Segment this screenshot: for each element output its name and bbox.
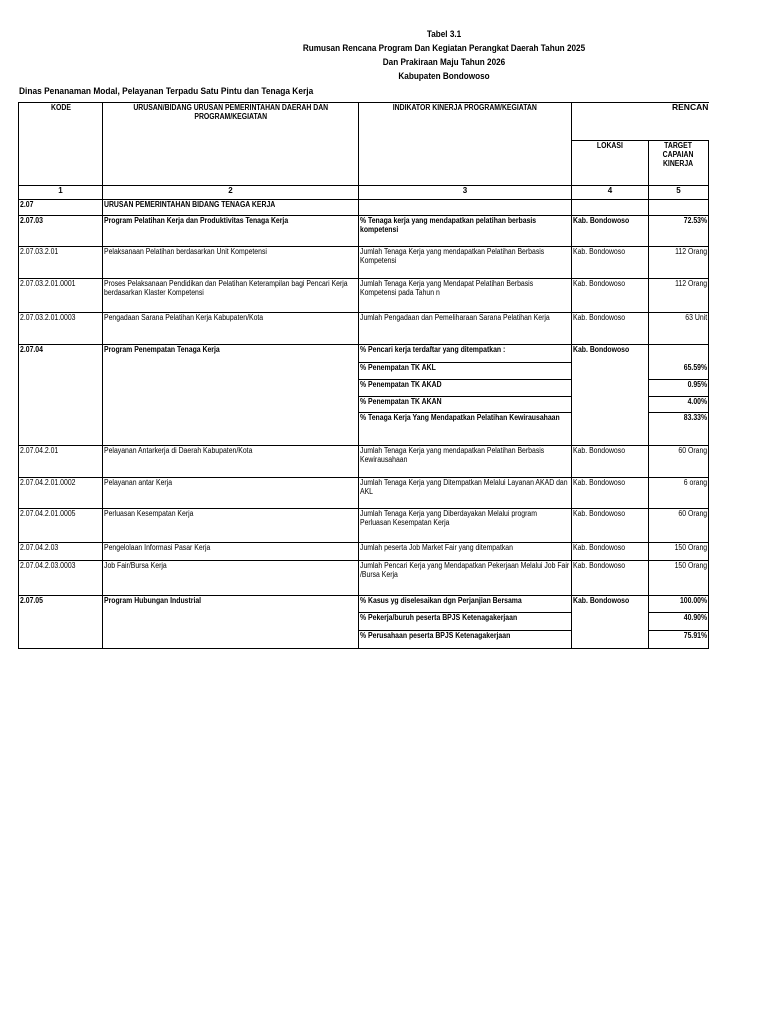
target-cell: 6 orang bbox=[649, 478, 709, 509]
target-cell: 60 Orang bbox=[649, 509, 709, 543]
table-row bbox=[19, 247, 709, 279]
kode-cell: 2.07.04.2.01 bbox=[19, 446, 103, 478]
target-cell: 150 Orang bbox=[649, 543, 709, 561]
kode-cell: 2.07.04.2.03 bbox=[19, 543, 103, 561]
indikator-cell: Jumlah peserta Job Market Fair yang ditempatkan bbox=[359, 543, 572, 561]
indikator-cell: % Penempatan TK AKAN bbox=[359, 397, 572, 413]
target-cell: 40.90% bbox=[649, 613, 709, 631]
target-cell: 72.53% bbox=[649, 216, 709, 247]
target-cell: 112 Orang bbox=[649, 247, 709, 279]
urusan-cell: URUSAN PEMERINTAHAN BIDANG TENAGA KERJA bbox=[103, 200, 359, 216]
agency-name: Dinas Penanaman Modal, Pelayanan Terpadu Satu Pintu dan Tenaga Kerja bbox=[19, 86, 314, 97]
indikator-cell: % Tenaga kerja yang mendapatkan pelatihan berbasis kompetensi bbox=[359, 216, 572, 247]
title-line-4: Kabupaten Bondowoso bbox=[398, 71, 490, 82]
target-cell bbox=[649, 345, 709, 363]
indikator-cell: % Kasus yg diselesaikan dgn Perjanjian Bersama bbox=[359, 596, 572, 613]
urusan-cell: Pelaksanaan Pelatihan berdasarkan Unit Kompetensi bbox=[103, 247, 359, 279]
urusan-cell: Job Fair/Bursa Kerja bbox=[103, 561, 359, 596]
indikator-cell: Jumlah Tenaga Kerja yang mendapatkan Pelatihan Berbasis Kompetensi bbox=[359, 247, 572, 279]
lokasi-cell: Kab. Bondowoso bbox=[572, 509, 649, 543]
lokasi-cell: Kab. Bondowoso bbox=[572, 345, 649, 446]
lokasi-cell: Kab. Bondowoso bbox=[572, 446, 649, 478]
header-lokasi: LOKASI bbox=[572, 141, 649, 186]
indikator-cell: Jumlah Tenaga Kerja yang Mendapat Pelatihan Berbasis Kompetensi pada Tahun n bbox=[359, 279, 572, 313]
table-row bbox=[19, 561, 709, 596]
kode-cell: 2.07.03.2.01 bbox=[19, 247, 103, 279]
lokasi-cell: Kab. Bondowoso bbox=[572, 313, 649, 345]
urusan-cell: Program Pelatihan Kerja dan Produktivitas Tenaga Kerja bbox=[103, 216, 359, 247]
table-row bbox=[19, 509, 709, 543]
indikator-cell: Jumlah Tenaga Kerja yang mendapatkan Pelatihan Berbasis Kewirausahaan bbox=[359, 446, 572, 478]
target-cell: 65.59% bbox=[649, 363, 709, 380]
kode-cell: 2.07.03 bbox=[19, 216, 103, 247]
table-row bbox=[19, 279, 709, 313]
lokasi-cell: Kab. Bondowoso bbox=[572, 478, 649, 509]
header-urusan: URUSAN/BIDANG URUSAN PEMERINTAHAN DAERAH DAN PROGRAM/KEGIATAN bbox=[103, 103, 359, 186]
indikator-cell: % Pencari kerja terdaftar yang ditempatkan : bbox=[359, 345, 572, 363]
lokasi-cell: Kab. Bondowoso bbox=[572, 543, 649, 561]
lokasi-cell: Kab. Bondowoso bbox=[572, 216, 649, 247]
header-kode: KODE bbox=[19, 103, 103, 186]
document-title bbox=[217, 28, 671, 84]
col-number-3: 3 bbox=[359, 186, 572, 200]
kode-cell: 2.07.04.2.01.0002 bbox=[19, 478, 103, 509]
col-number-4: 4 bbox=[572, 186, 649, 200]
urusan-cell: Pengadaan Sarana Pelatihan Kerja Kabupaten/Kota bbox=[103, 313, 359, 345]
title-line-1: Tabel 3.1 bbox=[426, 29, 462, 40]
lokasi-cell: Kab. Bondowoso bbox=[572, 561, 649, 596]
indikator-cell: Jumlah Tenaga Kerja yang Diberdayakan Melalui program Perluasan Kesempatan Kerja bbox=[359, 509, 572, 543]
target-cell: 150 Orang bbox=[649, 561, 709, 596]
target-cell: 4.00% bbox=[649, 397, 709, 413]
lokasi-cell: Kab. Bondowoso bbox=[572, 279, 649, 313]
indikator-cell: Jumlah Tenaga Kerja yang Ditempatkan Melalui Layanan AKAD dan AKL bbox=[359, 478, 572, 509]
table-row bbox=[19, 446, 709, 478]
col-number-2: 2 bbox=[103, 186, 359, 200]
program-table bbox=[18, 102, 709, 649]
urusan-cell: Pelayanan antar Kerja bbox=[103, 478, 359, 509]
indikator-cell: Jumlah Pengadaan dan Pemeliharaan Sarana Pelatihan Kerja bbox=[359, 313, 572, 345]
table-row bbox=[19, 596, 709, 613]
lokasi-cell: Kab. Bondowoso bbox=[572, 247, 649, 279]
indikator-cell bbox=[359, 200, 572, 216]
indikator-cell: % Pekerja/buruh peserta BPJS Ketenagakerjaan bbox=[359, 613, 572, 631]
table-row bbox=[19, 200, 709, 216]
lokasi-cell bbox=[572, 200, 649, 216]
urusan-cell: Pelayanan Antarkerja di Daerah Kabupaten/Kota bbox=[103, 446, 359, 478]
table-row bbox=[19, 345, 709, 363]
kode-cell: 2.07.03.2.01.0001 bbox=[19, 279, 103, 313]
urusan-cell: Pengelolaan Informasi Pasar Kerja bbox=[103, 543, 359, 561]
title-line-3: Dan Prakiraan Maju Tahun 2026 bbox=[382, 57, 506, 68]
target-cell: 0.95% bbox=[649, 380, 709, 397]
header-rencana: RENCAN bbox=[572, 103, 709, 141]
kode-cell: 2.07.05 bbox=[19, 596, 103, 649]
kode-cell: 2.07 bbox=[19, 200, 103, 216]
kode-cell: 2.07.04.2.03.0003 bbox=[19, 561, 103, 596]
target-cell: 83.33% bbox=[649, 413, 709, 446]
header-target: TARGET CAPAIAN KINERJA bbox=[649, 141, 709, 186]
lokasi-cell: Kab. Bondowoso bbox=[572, 596, 649, 649]
target-cell: 100.00% bbox=[649, 596, 709, 613]
column-number-row bbox=[19, 186, 709, 200]
urusan-cell: Perluasan Kesempatan Kerja bbox=[103, 509, 359, 543]
urusan-cell: Program Hubungan Industrial bbox=[103, 596, 359, 649]
indikator-cell: % Tenaga Kerja Yang Mendapatkan Pelatihan Kewirausahaan bbox=[359, 413, 572, 446]
urusan-cell: Proses Pelaksanaan Pendidikan dan Pelatihan Keterampilan bagi Pencari Kerja berdasarkan Klaster Kompetensi bbox=[103, 279, 359, 313]
col-number-1: 1 bbox=[19, 186, 103, 200]
table-row bbox=[19, 543, 709, 561]
indikator-cell: % Penempatan TK AKL bbox=[359, 363, 572, 380]
header-indikator: INDIKATOR KINERJA PROGRAM/KEGIATAN bbox=[359, 103, 572, 186]
kode-cell: 2.07.04 bbox=[19, 345, 103, 446]
kode-cell: 2.07.03.2.01.0003 bbox=[19, 313, 103, 345]
urusan-cell: Program Penempatan Tenaga Kerja bbox=[103, 345, 359, 446]
title-line-2: Rumusan Rencana Program Dan Kegiatan Perangkat Daerah Tahun 2025 bbox=[302, 43, 586, 54]
indikator-cell: % Perusahaan peserta BPJS Ketenagakerjaan bbox=[359, 631, 572, 649]
target-cell bbox=[649, 200, 709, 216]
table-row bbox=[19, 313, 709, 345]
target-cell: 60 Orang bbox=[649, 446, 709, 478]
target-cell: 75.91% bbox=[649, 631, 709, 649]
table-row bbox=[19, 478, 709, 509]
table-row bbox=[19, 216, 709, 247]
kode-cell: 2.07.04.2.01.0005 bbox=[19, 509, 103, 543]
col-number-5: 5 bbox=[649, 186, 709, 200]
indikator-cell: Jumlah Pencari Kerja yang Mendapatkan Pekerjaan Melalui Job Fair /Bursa Kerja bbox=[359, 561, 572, 596]
header-row-1 bbox=[19, 103, 709, 141]
target-cell: 112 Orang bbox=[649, 279, 709, 313]
indikator-cell: % Penempatan TK AKAD bbox=[359, 380, 572, 397]
target-cell: 63 Unit bbox=[649, 313, 709, 345]
